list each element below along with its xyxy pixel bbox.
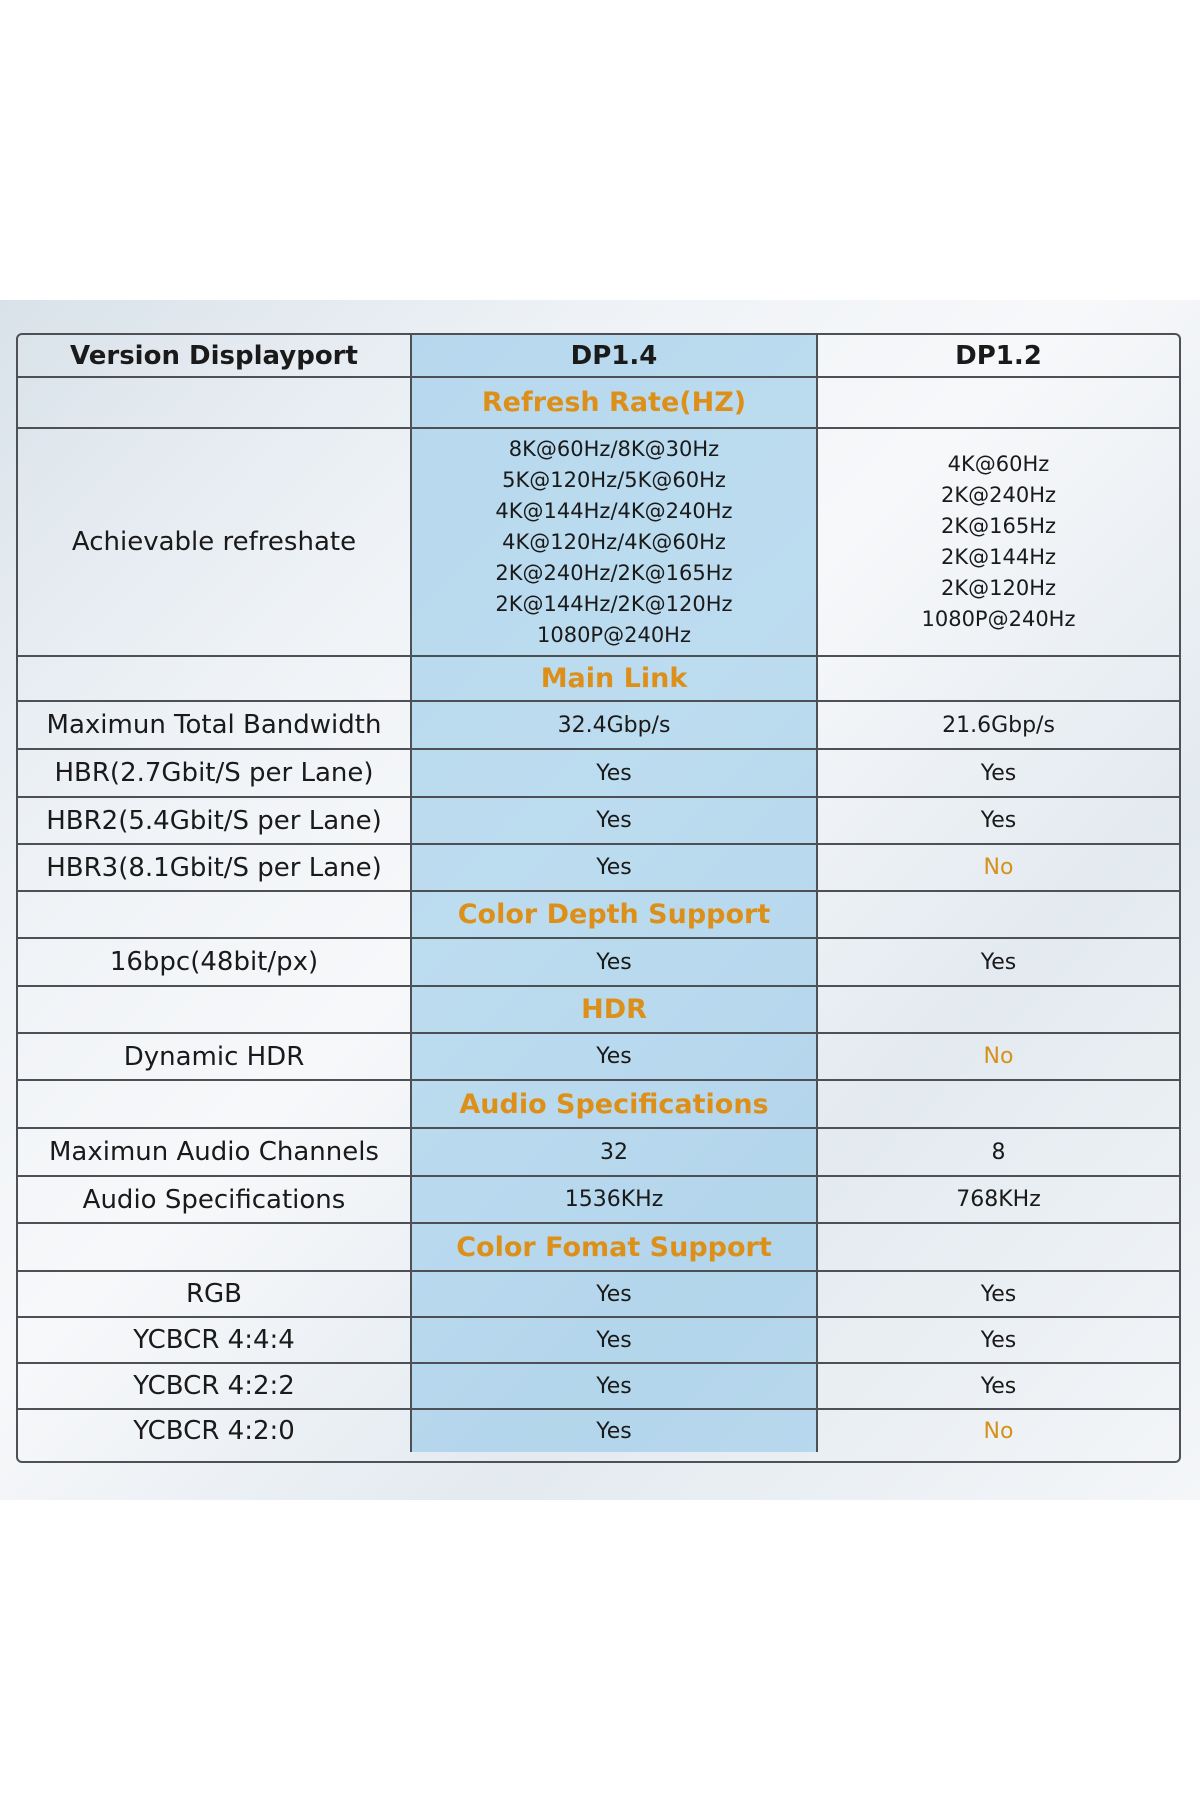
comparison-table bbox=[16, 333, 1181, 1463]
section-audio: Audio Specifications bbox=[412, 1081, 818, 1129]
row-label-audio-channels: Maximun Audio Channels bbox=[18, 1129, 412, 1177]
section-blank bbox=[18, 892, 412, 939]
row-label-bandwidth: Maximun Total Bandwidth bbox=[18, 702, 412, 750]
row-label-hbr2: HBR2(5.4Gbit/S per Lane) bbox=[18, 798, 412, 845]
value-dp14-dynamic-hdr: Yes bbox=[412, 1034, 818, 1081]
row-label-rgb: RGB bbox=[18, 1272, 412, 1318]
value-dp14-rgb: Yes bbox=[412, 1272, 818, 1318]
refresh-item: 2K@144Hz bbox=[940, 545, 1057, 569]
refresh-item: 5K@120Hz/5K@60Hz bbox=[502, 467, 726, 492]
refresh-item: 4K@60Hz bbox=[947, 452, 1050, 476]
value-dp14-ycbcr444: Yes bbox=[412, 1318, 818, 1364]
section-blank bbox=[818, 987, 1179, 1034]
refresh-item: 2K@165Hz bbox=[940, 514, 1057, 538]
value-dp12-ycbcr420: No bbox=[983, 1418, 1014, 1444]
value-dp12-ycbcr444: Yes bbox=[818, 1318, 1179, 1364]
refresh-item: 2K@240Hz bbox=[940, 483, 1057, 507]
refresh-item: 4K@120Hz/4K@60Hz bbox=[502, 529, 726, 554]
header-dp12: DP1.2 bbox=[818, 335, 1179, 378]
value-dp14-audio-spec: 1536KHz bbox=[412, 1177, 818, 1224]
row-label-refresh: Achievable refreshate bbox=[18, 429, 412, 657]
refresh-item: 2K@120Hz bbox=[940, 576, 1057, 600]
value-dp14-bpc: Yes bbox=[412, 939, 818, 987]
section-refresh-rate: Refresh Rate(HZ) bbox=[412, 378, 818, 429]
section-blank bbox=[18, 1081, 412, 1129]
value-dp12-hbr: Yes bbox=[818, 750, 1179, 798]
row-label-ycbcr444: YCBCR 4:4:4 bbox=[18, 1318, 412, 1364]
row-label-ycbcr420: YCBCR 4:2:0 bbox=[18, 1410, 412, 1452]
section-main-link: Main Link bbox=[412, 657, 818, 702]
value-dp14-ycbcr420: Yes bbox=[412, 1410, 818, 1452]
row-label-bpc: 16bpc(48bit/px) bbox=[18, 939, 412, 987]
refresh-dp14-list bbox=[412, 429, 818, 657]
value-dp12-hbr3: No bbox=[818, 845, 1179, 892]
refresh-dp12-list bbox=[818, 429, 1179, 657]
refresh-item: 2K@240Hz/2K@165Hz bbox=[495, 560, 733, 585]
section-color-format: Color Fomat Support bbox=[412, 1224, 818, 1272]
value-dp12-bandwidth: 21.6Gbp/s bbox=[818, 702, 1179, 750]
section-hdr: HDR bbox=[412, 987, 818, 1034]
row-label-audio-spec: Audio Specifications bbox=[18, 1177, 412, 1224]
value-dp14-ycbcr422: Yes bbox=[412, 1364, 818, 1410]
value-dp14-hbr2: Yes bbox=[412, 798, 818, 845]
section-blank bbox=[18, 1224, 412, 1272]
row-label-ycbcr422: YCBCR 4:2:2 bbox=[18, 1364, 412, 1410]
row-label-dynamic-hdr: Dynamic HDR bbox=[18, 1034, 412, 1081]
refresh-item: 4K@144Hz/4K@240Hz bbox=[495, 498, 733, 523]
value-dp12-dynamic-hdr: No bbox=[818, 1034, 1179, 1081]
section-blank bbox=[818, 1224, 1179, 1272]
value-dp14-hbr3: Yes bbox=[412, 845, 818, 892]
section-blank bbox=[818, 378, 1179, 429]
refresh-item: 8K@60Hz/8K@30Hz bbox=[508, 436, 720, 461]
value-dp12-rgb: Yes bbox=[818, 1272, 1179, 1318]
value-dp12-audio-channels: 8 bbox=[818, 1129, 1179, 1177]
value-dp14-audio-channels: 32 bbox=[412, 1129, 818, 1177]
header-dp14: DP1.4 bbox=[412, 335, 818, 378]
refresh-item: 2K@144Hz/2K@120Hz bbox=[495, 591, 733, 616]
section-blank bbox=[818, 892, 1179, 939]
section-blank bbox=[818, 1081, 1179, 1129]
value-dp14-bandwidth: 32.4Gbp/s bbox=[412, 702, 818, 750]
refresh-item: 1080P@240Hz bbox=[921, 607, 1076, 631]
value-dp12-audio-spec: 768KHz bbox=[818, 1177, 1179, 1224]
value-dp12-hbr2: Yes bbox=[818, 798, 1179, 845]
value-dp14-hbr: Yes bbox=[412, 750, 818, 798]
section-blank bbox=[818, 657, 1179, 702]
value-dp12-ycbcr422: Yes bbox=[818, 1364, 1179, 1410]
row-label-hbr3: HBR3(8.1Gbit/S per Lane) bbox=[18, 845, 412, 892]
section-blank bbox=[18, 378, 412, 429]
section-blank bbox=[18, 657, 412, 702]
section-color-depth: Color Depth Support bbox=[412, 892, 818, 939]
refresh-item: 1080P@240Hz bbox=[536, 622, 691, 647]
value-dp12-bpc: Yes bbox=[818, 939, 1179, 987]
section-blank bbox=[18, 987, 412, 1034]
header-label: Version Displayport bbox=[18, 335, 412, 378]
row-label-hbr: HBR(2.7Gbit/S per Lane) bbox=[18, 750, 412, 798]
